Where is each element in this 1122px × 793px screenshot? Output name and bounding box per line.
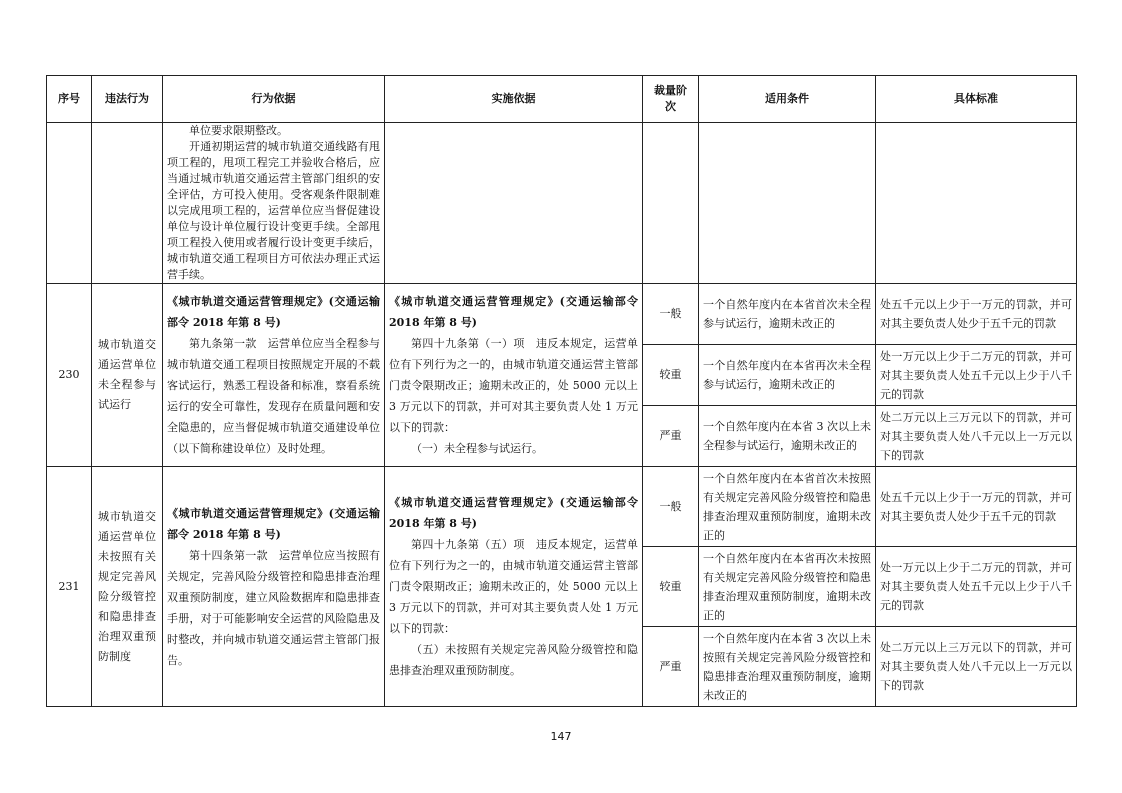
level-231-2: 较重 — [643, 547, 699, 627]
impl-title-230: 《城市轨道交通运营管理规定》(交通运输部令 2018 年第 8 号) — [389, 295, 638, 329]
header-behavior: 违法行为 — [92, 76, 163, 123]
cont-level-cell — [643, 123, 699, 284]
cont-impl-cell — [385, 123, 643, 284]
standard-230-1: 处五千元以上少于一万元的罚款，并可对其主要负责人处少于五千元的罚款 — [876, 284, 1077, 345]
level-231-1: 一般 — [643, 467, 699, 547]
behavior-cell-231: 城市轨道交通运营单位未按照有关规定完善风险分级管控和隐患排查治理双重预防制度 — [92, 467, 163, 707]
cont-seq-cell — [47, 123, 92, 284]
header-seq: 序号 — [47, 76, 92, 123]
standard-230-3: 处二万元以上三万元以下的罚款，并可对其主要负责人处八千元以上一万元以下的罚款 — [876, 406, 1077, 467]
basis-text-230: 第九条第一款 运营单位应当全程参与城市轨道交通工程项目按照规定开展的不载客试运行，熟悉工程设备和标准，察看系统运行的安全可靠性，发现存在质量问题和安全隐患的，应当督促城市轨道交通建设单位（以下简称建设单位）及时处理。 — [167, 337, 380, 455]
condition-231-3: 一个自然年度内在本省 3 次以上未按照有关规定完善风险分级管控和隐患排查治理双重预防制度，逾期未改正的 — [699, 627, 876, 707]
header-condition: 适用条件 — [699, 76, 876, 123]
level-230-3: 严重 — [643, 406, 699, 467]
header-standard: 具体标准 — [876, 76, 1077, 123]
condition-230-2: 一个自然年度内在本省再次未全程参与试运行，逾期未改正的 — [699, 345, 876, 406]
basis-title-231: 《城市轨道交通运营管理规定》(交通运输部令 2018 年第 8 号) — [167, 506, 380, 541]
seq-cell-231: 231 — [47, 467, 92, 707]
cont-basis-line-2: 开通初期运营的城市轨道交通线路有甩项工程的，甩项工程完工并验收合格后，应当通过城市轨道交通运营主管部门组织的安全评估，方可投入使用。受客观条件限制难以完成甩项工程的，运营单位应当督促建设单位与设计单位履行设计变更手续。全部甩项工程投入使用或者履行设计变更手续后，城市轨道交通工程项目方可依法办理正式运营手续。 — [167, 140, 380, 281]
impl-text-230: 第四十九条第（一）项 违反本规定，运营单位有下列行为之一的，由城市轨道交通运营主管部门责令限期改正；逾期未改正的，处 5000 元以上 3 万元以下的罚款，并可对其主要负责人处 1 万元以下的罚款： — [389, 337, 638, 434]
behavior-cell-230: 城市轨道交通运营单位未全程参与试运行 — [92, 284, 163, 467]
condition-231-1: 一个自然年度内在本省首次未按照有关规定完善风险分级管控和隐患排查治理双重预防制度，逾期未改正的 — [699, 467, 876, 547]
standard-230-2: 处一万元以上少于二万元的罚款，并可对其主要负责人处五千元以上少于八千元的罚款 — [876, 345, 1077, 406]
basis-text-231: 第十四条第一款 运营单位应当按照有关规定，完善风险分级管控和隐患排查治理双重预防制度，建立风险数据库和隐患排查手册，对于可能影响安全运营的风险隐患及时整改，并向城市轨道交通运营主管部门报告。 — [167, 548, 380, 667]
header-row — [47, 76, 1077, 123]
standard-231-2: 处一万元以上少于二万元的罚款，并可对其主要负责人处五千元以上少于八千元的罚款 — [876, 547, 1077, 627]
condition-231-2: 一个自然年度内在本省再次未按照有关规定完善风险分级管控和隐患排查治理双重预防制度，逾期未改正的 — [699, 547, 876, 627]
impl-item-230: （一）未全程参与试运行。 — [411, 442, 543, 455]
table-row-231-a — [47, 467, 1077, 547]
page-number: 147 — [550, 730, 572, 743]
impl-cell-230 — [385, 284, 643, 467]
table-row-230-a — [47, 284, 1077, 345]
seq-cell-230: 230 — [47, 284, 92, 467]
level-230-1: 一般 — [643, 284, 699, 345]
level-230-2: 较重 — [643, 345, 699, 406]
cont-condition-cell — [699, 123, 876, 284]
cont-basis-line-1: 单位要求限期整改。 — [189, 124, 288, 137]
continuation-row — [47, 123, 1077, 284]
cont-standard-cell — [876, 123, 1077, 284]
basis-cell-230 — [163, 284, 385, 467]
standard-231-3: 处二万元以上三万元以下的罚款，并可对其主要负责人处八千元以上一万元以下的罚款 — [876, 627, 1077, 707]
cont-basis-cell — [163, 123, 385, 284]
level-231-3: 严重 — [643, 627, 699, 707]
basis-cell-231 — [163, 467, 385, 707]
basis-title-230: 《城市轨道交通运营管理规定》(交通运输部令 2018 年第 8 号) — [167, 295, 380, 329]
condition-230-3: 一个自然年度内在本省 3 次以上未全程参与试运行，逾期未改正的 — [699, 406, 876, 467]
impl-title-231: 《城市轨道交通运营管理规定》(交通运输部令 2018 年第 8 号) — [389, 496, 638, 530]
standard-231-1: 处五千元以上少于一万元的罚款，并可对其主要负责人处少于五千元的罚款 — [876, 467, 1077, 547]
header-impl: 实施依据 — [385, 76, 643, 123]
cont-behavior-cell — [92, 123, 163, 284]
impl-text-231: 第四十九条第（五）项 违反本规定，运营单位有下列行为之一的，由城市轨道交通运营主管部门责令限期改正；逾期未改正的，处 5000 元以上 3 万元以下的罚款，并可对其主要负责人处 1 万元以下的罚款： — [389, 538, 638, 635]
impl-cell-231 — [385, 467, 643, 707]
header-level: 裁量阶次 — [643, 76, 699, 123]
header-basis: 行为依据 — [163, 76, 385, 123]
impl-item-231: （五）未按照有关规定完善风险分级管控和隐患排查治理双重预防制度。 — [389, 643, 638, 677]
penalty-table — [46, 75, 1077, 707]
condition-230-1: 一个自然年度内在本省首次未全程参与试运行，逾期未改正的 — [699, 284, 876, 345]
